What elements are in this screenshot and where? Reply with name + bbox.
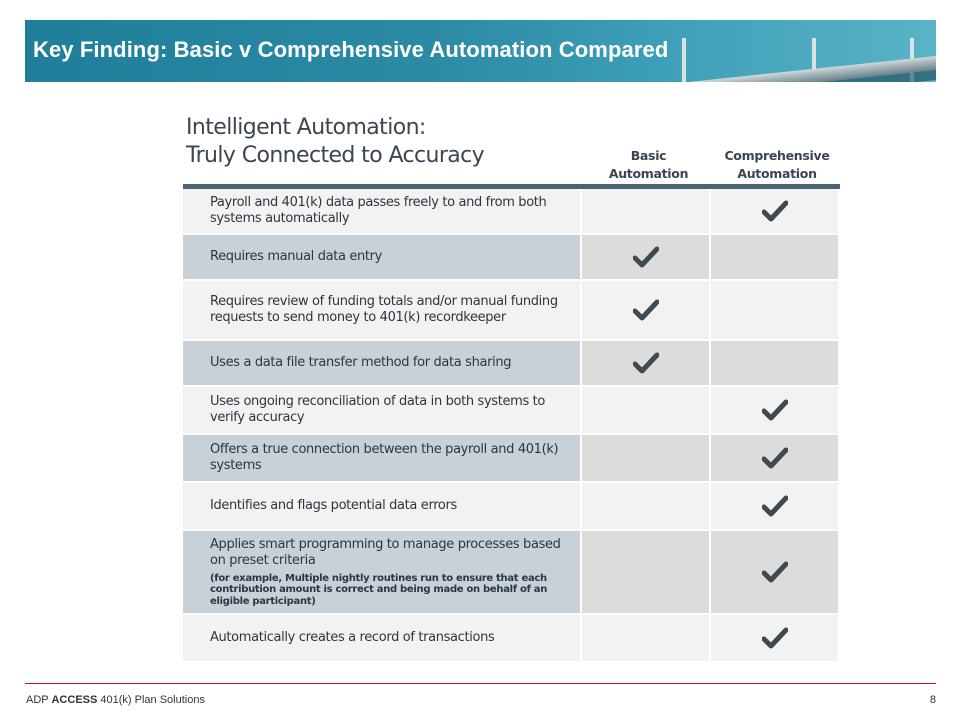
comprehensive-automation-cell [711,387,838,433]
comprehensive-automation-cell [711,531,838,613]
basic-automation-cell [580,235,711,279]
row-text: Payroll and 401(k) data passes freely to and from both systems automatically [210,195,547,226]
comparison-table [183,189,840,663]
checkmark-icon [633,352,659,374]
row-text: Identifies and flags potential data errors [210,498,457,513]
checkmark-icon [762,200,788,222]
row-description [183,235,580,279]
footer-brand-bold: ACCESS [51,694,98,706]
heading-line-2: Truly Connected to Accuracy [186,143,485,168]
slide-title: Key Finding: Basic v Comprehensive Automation Compared [33,37,669,62]
comprehensive-automation-cell [711,189,838,233]
basic-automation-cell [580,531,711,613]
column-header-basic-line1: Basic [630,148,667,163]
row-description [183,281,580,339]
basic-automation-cell [580,387,711,433]
checkmark-icon [762,447,788,469]
row-text: Offers a true connection between the payroll and 401(k) systems [210,442,559,473]
column-header-basic [583,147,714,183]
basic-automation-cell [580,615,711,661]
row-description [183,435,580,481]
row-text: Requires manual data entry [210,249,383,264]
checkmark-icon [633,299,659,321]
column-header-comprehensive [714,147,840,183]
bridge-pillar [682,38,686,82]
row-note: (for example, Multiple nightly routines run to ensure that each contribution amount is correct and being made on behalf of an eligible participant) [210,572,548,607]
table-row [183,483,840,531]
table-row [183,435,840,483]
row-description [183,341,580,385]
column-header-comprehensive-line1: Comprehensive [724,148,830,163]
comparison-infographic [183,104,840,662]
checkmark-icon [762,561,788,583]
comprehensive-automation-cell [711,615,838,661]
row-description [183,387,580,433]
infographic-heading [186,114,484,170]
row-text: Applies smart programming to manage processes based on preset criteria [210,536,561,568]
heading-line-1: Intelligent Automation: [186,115,426,140]
row-description [183,483,580,529]
checkmark-icon [633,246,659,268]
basic-automation-cell [580,281,711,339]
row-text: Uses a data file transfer method for data sharing [210,355,512,370]
comprehensive-automation-cell [711,235,838,279]
table-row [183,281,840,341]
basic-automation-cell [580,483,711,529]
comprehensive-automation-cell [711,483,838,529]
footer-brand-suffix: 401(k) Plan Solutions [97,694,205,706]
row-text: Automatically creates a record of transactions [210,630,495,645]
row-description [183,531,580,613]
comprehensive-automation-cell [711,281,838,339]
row-text: Requires review of funding totals and/or manual funding requests to send money to 401(k) recordkeeper [210,294,558,325]
table-row [183,387,840,435]
column-header-basic-line2: Automation [608,166,689,181]
footer-brand-prefix: ADP [26,694,52,706]
basic-automation-cell [580,189,711,233]
table-row [183,341,840,387]
footer-brand [26,694,205,706]
title-banner [25,20,936,82]
table-row [183,531,840,615]
row-text: Uses ongoing reconciliation of data in both systems to verify accuracy [210,394,545,425]
comprehensive-automation-cell [711,435,838,481]
table-row [183,615,840,663]
comprehensive-automation-cell [711,341,838,385]
column-header-comprehensive-line2: Automation [737,166,817,181]
page-number: 8 [929,694,936,706]
table-row [183,189,840,235]
checkmark-icon [762,495,788,517]
checkmark-icon [762,627,788,649]
checkmark-icon [762,399,788,421]
row-description [183,615,580,661]
footer-rule [25,683,936,684]
row-description [183,189,580,233]
basic-automation-cell [580,341,711,385]
basic-automation-cell [580,435,711,481]
table-row [183,235,840,281]
